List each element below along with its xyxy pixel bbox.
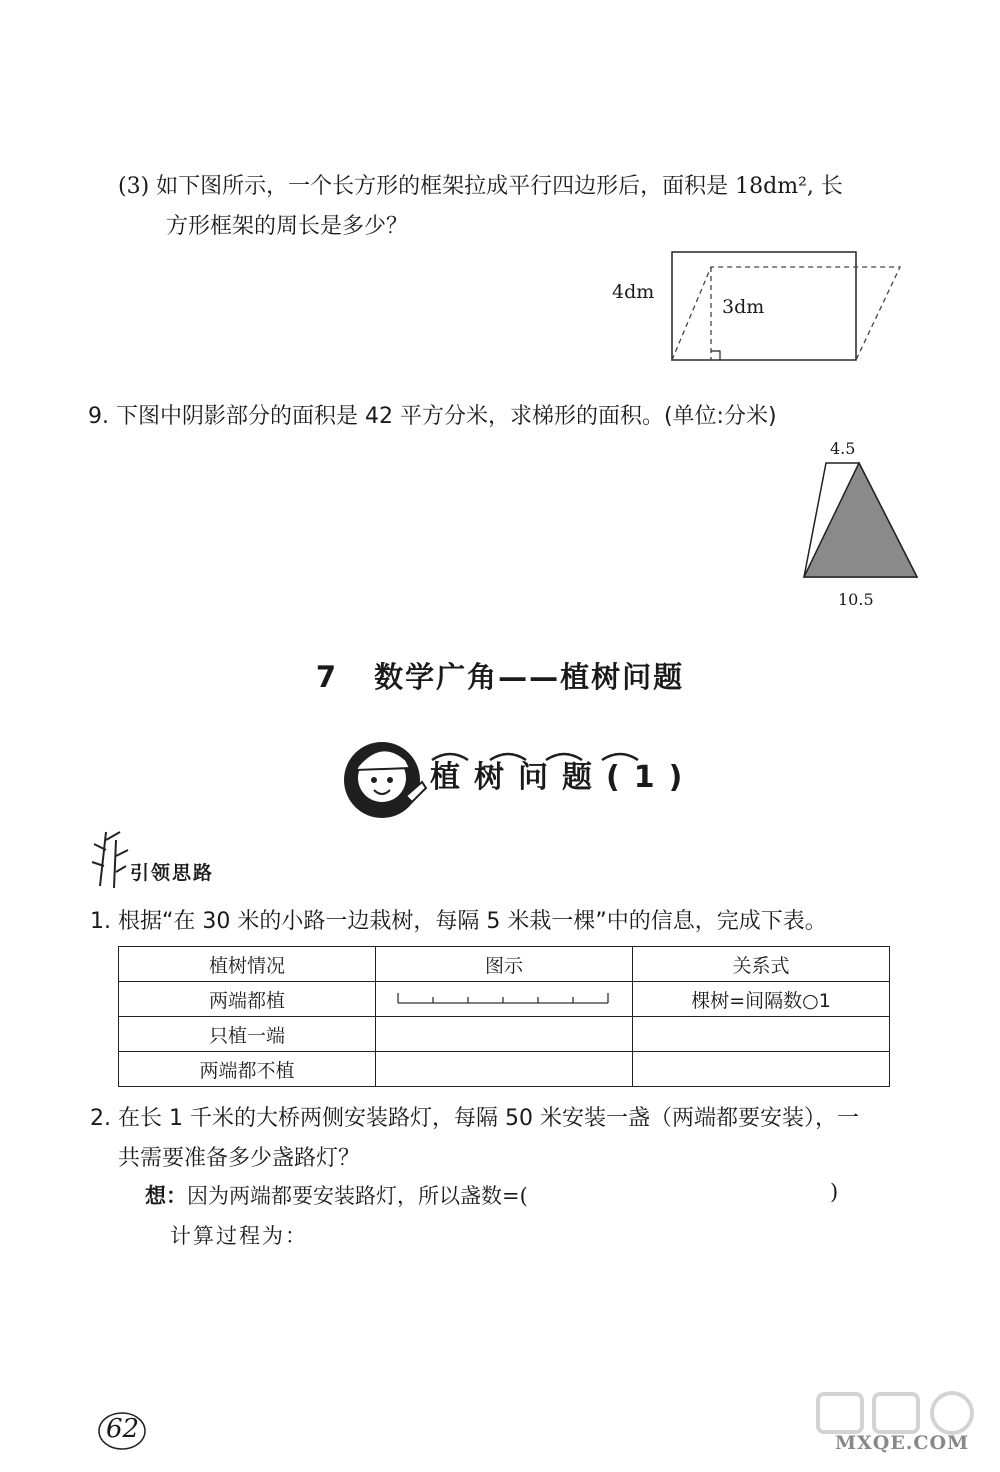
chapter-title: 数学广角——植树问题 [374,660,685,694]
watermark-text: MXQE.COM [835,1432,970,1454]
problem3-line2: 方形框架的周长是多少？ [166,214,409,239]
top-base-label: 4.5 [830,439,856,458]
bamboo-icon [86,826,134,890]
case-cell: 两端都植 [119,982,376,1017]
trapezoid-figure [790,435,940,610]
problem9-text: 9. 下图中阴影部分的面积是 42 平方分米，求梯形的面积。(单位:分米) [88,404,777,429]
relation-cell [633,1052,890,1087]
think-text: 因为两端都要安装路灯，所以盏数=( [187,1184,528,1208]
table-row [119,982,890,1017]
problem3-line1 [118,170,843,204]
chapter-heading [0,655,1000,696]
parallelogram-frame [672,267,900,360]
diagram-cell [376,982,633,1017]
side-label: 4dm [612,281,655,303]
case-cell: 只植一端 [119,1017,376,1052]
rectangle-parallelogram-figure [600,245,920,370]
relation-cell [633,1017,890,1052]
header-diagram: 图示 [376,947,633,982]
header-case: 植树情况 [119,947,376,982]
lesson-title: 植树问题(1) [430,760,697,795]
think-close-paren: ) [830,1180,839,1204]
case-cell: 两端都不植 [119,1052,376,1087]
road-segment-diagram [394,985,614,1009]
watermark-logo [808,1390,988,1466]
diagram-cell [376,1052,633,1087]
chapter-number: 7 [315,660,339,694]
right-angle-mark [711,351,720,360]
think-label: 想： [145,1183,187,1208]
bottom-base-label: 10.5 [838,590,874,609]
problem3-number: (3) [118,174,150,199]
guide-label: 引领思路 [130,862,215,884]
table-row [119,1017,890,1052]
header-relation: 关系式 [633,947,890,982]
problem3-text-1: 如下图所示，一个长方形的框架拉成平行四边形后，面积是 18dm², 长 [156,174,843,199]
question2-line1: 2. 在长 1 千米的大桥两侧安装路灯，每隔 50 米安装一盏（两端都要安装），一 [90,1106,859,1131]
calc-label: 计算过程为： [170,1224,308,1248]
tree-planting-table [118,946,890,1087]
question1-text: 1. 根据“在 30 米的小路一边栽树，每隔 5 米栽一棵”中的信息，完成下表。 [90,909,827,934]
diagram-cell [376,1017,633,1052]
question2-line2: 共需要准备多少盏路灯？ [118,1146,361,1171]
height-label: 3dm [722,296,765,318]
table-row [119,1052,890,1087]
think-line [145,1180,528,1210]
page-number: 62 [106,1414,140,1444]
table-header-row [119,947,890,982]
relation-cell: 棵树=间隔数○1 [633,982,890,1017]
